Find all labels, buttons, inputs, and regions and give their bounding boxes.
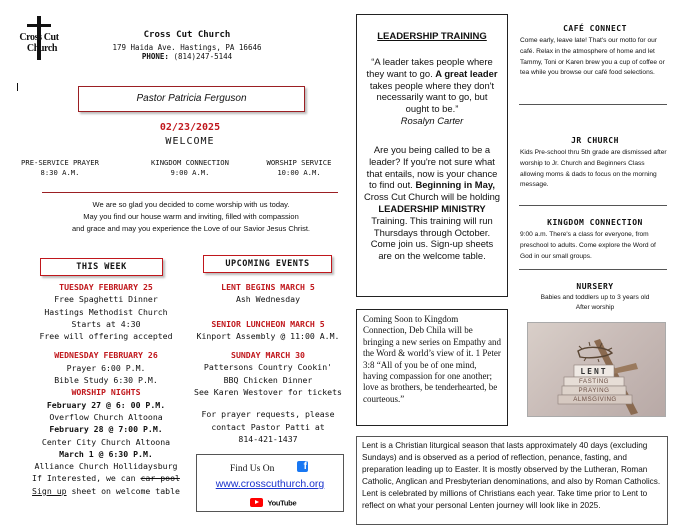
signup-line: [20, 485, 192, 497]
nursery-line: After worship: [575, 304, 615, 311]
service-name: PRE-SERVICE PRAYER: [21, 158, 99, 167]
tuesday-heading: TUESDAY FEBRUARY 25: [59, 282, 153, 292]
church-logo: [14, 15, 64, 61]
jr-church-title: JR CHURCH: [571, 136, 619, 145]
lent-word: LENT: [580, 367, 608, 376]
service-time: 9:00 A.M.: [170, 168, 210, 177]
church-name: Cross Cut Church: [143, 30, 231, 40]
upcoming-content: [188, 281, 348, 445]
prayer-line: For prayer requests, please: [201, 409, 335, 420]
service-name: WORSHIP SERVICE: [266, 158, 332, 167]
church-phone: [102, 52, 272, 61]
service-time: 10:00 A.M.: [277, 168, 321, 177]
worship-night-place: Alliance Church Hollidaysburg: [34, 461, 178, 472]
lent-info-text: Lent is a Christian liturgical season that lasts approximately 40 days (excluding Sundays) and is observed as a period of reflection, penance, fasting, and preparation leading up to Easter. It is mostly observed by the Lutheran, Roman Catholic, Anglican and Presbyterian denominations, and also by Roman Catholics. Lent is celebrated by millions of Christians each year. Take time prior to Lent to reflect on what your personal Lenten journey will look like in 2025.: [362, 441, 661, 511]
nursery-title: NURSERY: [576, 282, 614, 291]
event-line: See Karen Westover for tickets: [194, 387, 342, 398]
kingdom-connection-text: 9:00 a.m. There's a class for everyone, from preschool to adults. Come explore the Word of God in our small groups.: [520, 231, 656, 260]
lent-info-box: [356, 436, 668, 525]
event-heading: SENIOR LUNCHEON MARCH 5: [211, 318, 325, 329]
welcome-line: and grace and may you experience the Love of our Savior Jesus Christ.: [71, 224, 311, 233]
service-time: 8:30 A.M.: [40, 168, 80, 177]
worship-night-place: Center City Church Altoona: [41, 436, 171, 447]
leadership-title: LEADERSHIP TRAINING: [377, 31, 487, 42]
service-kingdom-connection: [133, 158, 247, 177]
facebook-icon[interactable]: f: [297, 461, 308, 472]
leadership-box: [356, 14, 508, 297]
logo-text-2: Church: [26, 43, 58, 54]
quote-part: takes people where they don't necessarily want to go, but ought to be.”: [369, 79, 495, 115]
worship-night-date: February 28 @ 7:00 P.M.: [49, 424, 163, 435]
quote-emphasis: A great leader: [435, 67, 498, 79]
body-emphasis: Beginning in May,: [415, 179, 495, 191]
jr-church-text: Kids Pre-school thru 5th grade are dismissed after worship to Jr. Church and Beginners Class allowing moms & dads to focus on the morning message.: [520, 149, 667, 189]
worship-night-place: Overflow Church Altoona: [49, 411, 163, 422]
youtube-icon: [250, 498, 263, 507]
this-week-title: THIS WEEK: [76, 262, 127, 272]
prayer-line: 814-421-1437: [238, 433, 298, 444]
this-week-header: [40, 258, 163, 276]
worship-night-date: March 1 @ 6:30 P.M.: [59, 448, 153, 459]
cafe-text: Come early, leave late! That's our motto for our café. Relax in the atmosphere of home and let Tammy, Toni or Karen brew you a cup of coffee or tea while you browse our café food selections.: [520, 37, 665, 77]
service-date: 02/23/2025: [159, 122, 221, 133]
website-link[interactable]: www.crosscuthurch.org: [215, 478, 325, 490]
pastor-box: [78, 86, 305, 112]
carpool-strike: car pool: [140, 473, 180, 484]
divider-line: [42, 192, 338, 193]
carpool-line: [20, 472, 192, 484]
tuesday-line: Free will offering accepted: [39, 331, 173, 342]
worship-nights-heading: WORSHIP NIGHTS: [71, 387, 141, 398]
kingdom-soon-text: Coming Soon to Kingdom Connection, Deb Chila will be bringing a new series on Empathy and the Word & world’s view of it. 1 Peter 3:8 “All of you be of one mind, having compassion for one another; love as brothers, be tenderhearted, be courteous.”: [363, 314, 501, 404]
body-part: Come join us. Sign-up sheets are on the welcome table.: [370, 238, 494, 262]
divider-line: [519, 104, 667, 105]
youtube-label: YouTube: [267, 498, 297, 508]
church-address: 179 Haida Ave. Hastings, PA 16646: [112, 43, 262, 52]
body-part: Are you being called to be a leader? If you're not sure what that entails, now is your chance to find out.: [366, 144, 498, 191]
quote-part: “A leader takes people where they want to go.: [366, 56, 493, 79]
welcome-line: May you find our house warm and inviting, filled with compassion: [83, 212, 299, 221]
phone-label: PHONE:: [141, 52, 169, 61]
event-heading: LENT BEGINS MARCH 5: [221, 282, 315, 292]
text-cursor: [17, 83, 18, 91]
lent-image: [527, 322, 666, 417]
divider-line: [519, 269, 667, 270]
lent-word-praying: PRAYING: [578, 387, 610, 394]
lent-word-almsgiving: ALMSGIVING: [573, 396, 617, 403]
body-part: Cross Cut Church will be holding: [364, 191, 500, 203]
welcome-message: [30, 199, 352, 235]
wednesday-heading: WEDNESDAY FEBRUARY 26: [54, 350, 158, 361]
find-us-label: Find Us On: [230, 464, 275, 474]
event-line: Pattersons Country Cookin': [203, 362, 333, 373]
this-week-content: [20, 281, 192, 497]
prayer-line: contact Pastor Patti at: [211, 421, 325, 432]
event-line: BBQ Chicken Dinner: [223, 374, 313, 385]
upcoming-title: UPCOMING EVENTS: [225, 259, 310, 269]
worship-night-date: February 27 @ 6: 00 P.M.: [46, 399, 166, 410]
lent-word-fasting: FASTING: [579, 378, 609, 385]
body-part: Training. This training will run Thursdays through October.: [371, 214, 493, 238]
kingdom-soon-box: [356, 309, 508, 426]
upcoming-header: [203, 255, 332, 273]
tuesday-line: Free Spaghetti Dinner: [54, 294, 158, 305]
service-name: KINGDOM CONNECTION: [151, 158, 229, 167]
leadership-body: [363, 144, 501, 262]
tuesday-line: Starts at 4:30: [71, 318, 141, 329]
event-line: Ash Wednesday: [235, 294, 301, 305]
event-line: Kinport Assembly @ 11:00 A.M.: [196, 330, 340, 341]
wednesday-line: Prayer 6:00 P.M.: [66, 362, 146, 373]
nursery-line: Babies and toddlers up to 3 years old: [540, 294, 650, 301]
tuesday-line: Hastings Methodist Church: [44, 306, 168, 317]
signup-text: sheet on welcome table: [66, 485, 180, 496]
cafe-title: CAFÉ CONNECT: [563, 24, 627, 33]
signup-link: Sign up: [32, 485, 67, 496]
body-emphasis: LEADERSHIP MINISTRY: [378, 202, 486, 214]
logo-text-1: Cross Cut: [19, 32, 59, 43]
service-pre-prayer: [8, 158, 112, 177]
youtube-logo[interactable]: [250, 494, 297, 508]
carpool-text: If Interested, we can: [32, 473, 141, 484]
divider-line: [519, 205, 667, 206]
phone-number: (814)247-5144: [173, 52, 233, 61]
service-worship: [252, 158, 346, 177]
leadership-quote: [365, 56, 499, 127]
wednesday-line: Bible Study 6:30 P.M.: [54, 375, 158, 386]
event-heading: SUNDAY MARCH 30: [231, 350, 305, 361]
welcome-title: WELCOME: [165, 136, 215, 147]
find-us-box: [196, 454, 344, 512]
welcome-line: We are so glad you decided to come worship with us today.: [92, 200, 290, 209]
quote-author: Rosalyn Carter: [400, 114, 464, 126]
kingdom-connection-title: KINGDOM CONNECTION: [547, 218, 643, 227]
pastor-name: Pastor Patricia Ferguson: [136, 93, 247, 104]
